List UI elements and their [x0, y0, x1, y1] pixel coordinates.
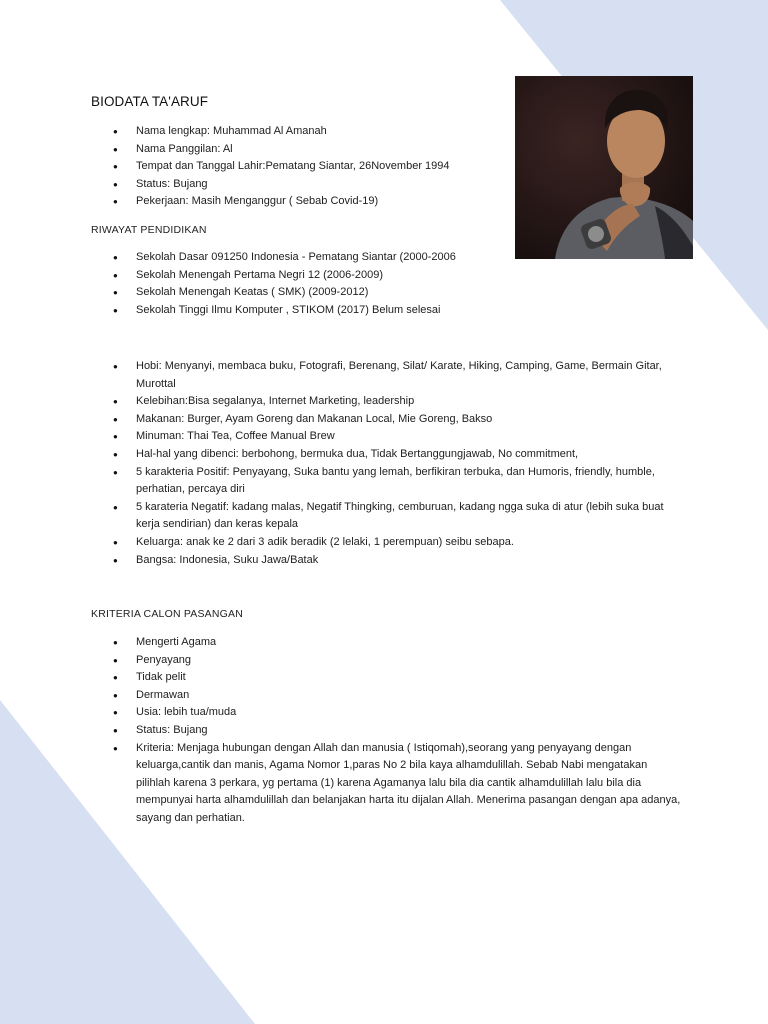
criteria-item: ● Mengerti Agama: [113, 634, 683, 652]
criteria-item: ● Penyayang: [113, 652, 683, 670]
profile-birth-place-date: ● Tempat dan Tanggal Lahir:Pematang Siantar, 26November 1994: [113, 158, 683, 176]
education-item: ● Sekolah Menengah Pertama Negri 12 (2006-2009): [113, 267, 683, 285]
education-item: ● Sekolah Tinggi Ilmu Komputer , STIKOM (2017) Belum selesai: [113, 302, 683, 320]
criteria-list: [113, 634, 683, 828]
criteria-item: ● Tidak pelit: [113, 669, 683, 687]
criteria-heading: KRITERIA CALON PASANGAN: [91, 608, 244, 620]
criteria-item: ● Dermawan: [113, 687, 683, 705]
criteria-item: ● Usia: lebih tua/muda: [113, 704, 683, 722]
hobbies-item: ● Hobi: Menyanyi, membaca buku, Fotografi, Berenang, Silat/ Karate, Hiking, Camping, Game, Bermain Gitar, Murottal: [113, 358, 683, 393]
dislikes-item: ● Hal-hal yang dibenci: berbohong, bermuka dua, Tidak Bertanggungjawab, No commitment,: [113, 446, 683, 464]
positive-traits-item: ● 5 karakteria Positif: Penyayang, Suka bantu yang lemah, berfikiran terbuka, dan Humoris, friendly, humble, perhatian, percaya diri: [113, 464, 683, 499]
profile-status: ● Status: Bujang: [113, 176, 683, 194]
criteria-item: ● Status: Bujang: [113, 722, 683, 740]
food-item: ● Makanan: Burger, Ayam Goreng dan Makanan Local, Mie Goreng, Bakso: [113, 411, 683, 429]
strengths-item: ● Kelebihan:Bisa segalanya, Internet Marketing, leadership: [113, 393, 683, 411]
personal-details-list: [113, 358, 683, 569]
profile-nickname: ● Nama Panggilan: Al: [113, 141, 683, 159]
drinks-item: ● Minuman: Thai Tea, Coffee Manual Brew: [113, 428, 683, 446]
criteria-description-item: ● Kriteria: Menjaga hubungan dengan Allah dan manusia ( Istiqomah),seorang yang penyayang dengan keluarga,cantik dan manis, Agama Nomor 1,paras No 2 bila kaya alhamdulillah. Sebab Nabi mengatakan pilihlah karena 3 perkara, yg pertama (1) karena Agamanya lalu bila dia cantik alhamdulillah lalu bila dia mempunyai harta alhamdulillah dan belanjakan harta itu dijalan Allah. Menerima pasangan dengan apa adanya, sayang dan perhatian.: [113, 740, 683, 828]
nationality-item: ● Bangsa: Indonesia, Suku Jawa/Batak: [113, 552, 683, 570]
profile-list: [113, 123, 683, 211]
profile-full-name: ● Nama lengkap: Muhammad Al Amanah: [113, 123, 683, 141]
education-heading: RIWAYAT PENDIDIKAN: [91, 224, 207, 236]
family-item: ● Keluarga: anak ke 2 dari 3 adik beradik (2 lelaki, 1 perempuan) seibu sebapa.: [113, 534, 683, 552]
profile-occupation: ● Pekerjaan: Masih Menganggur ( Sebab Covid-19): [113, 193, 683, 211]
education-list: [113, 249, 683, 319]
education-item: ● Sekolah Menengah Keatas ( SMK) (2009-2012): [113, 284, 683, 302]
document-title: BIODATA TA'ARUF: [91, 94, 209, 109]
negative-traits-item: ● 5 karateria Negatif: kadang malas, Negatif Thingking, cemburuan, kadang ngga suka di atur (lebih suka buat kerja sendirian) dan keras kepala: [113, 499, 683, 534]
education-item: ● Sekolah Dasar 091250 Indonesia - Pematang Siantar (2000-2006: [113, 249, 683, 267]
